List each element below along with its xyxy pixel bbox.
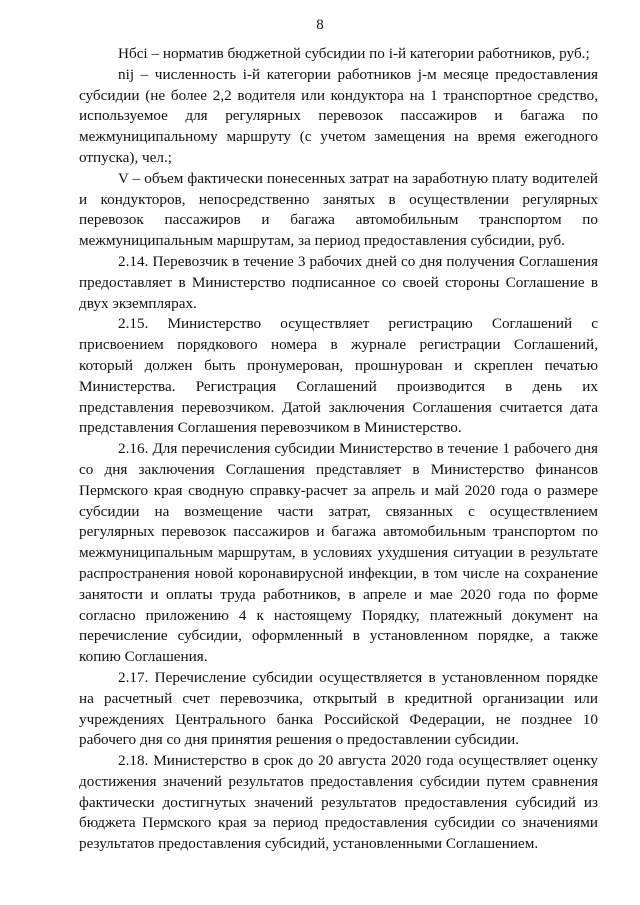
paragraph-2-16: 2.16. Для перечисления субсидии Министерство в течение 1 рабочего дня со дня заключения Соглашения представляет в Министерство финансов Пермского края сводную справку-расчет за апрель и май 2020 года о размере субсидии на возмещение части затрат, связанных с осуществлением регулярных перевозок пассажиров и багажа автомобильным транспортом по межмуниципальным маршрутам, в условиях ухудшения ситуации в результате распространения новой коронавирусной инфекции, в том числе на сохранение занятости и оплаты труда работников, в апреле и мае 2020 года по форме согласно приложению 4 к настоящему Порядку, платежный документ на перечисление субсидии, оформленный в установленном порядке, а также копию Соглашения. bbox=[79, 440, 598, 666]
paragraph-2-17: 2.17. Перечисление субсидии осуществляется в установленном порядке на расчетный счет перевозчика, открытый в кредитной организации или учреждениях Центрального банка Российской Федерации, не позднее 10 рабочего дня со дня принятия решения о предоставлении субсидии. bbox=[79, 668, 598, 749]
paragraph-2-15: 2.15. Министерство осуществляет регистрацию Соглашений с присвоением порядкового номера в журнале регистрации Соглашений, который должен быть пронумерован, прошнурован и скреплен печатью Министерства. Регистрация Соглашений производится в день их представления перевозчиком. Датой заключения Соглашения считается дата представления Соглашения перевозчиком в Министерство. bbox=[79, 315, 598, 437]
page-number: 8 bbox=[316, 17, 324, 33]
paragraph-definition-nij: nij – численность i-й категории работников j-м месяце предоставления субсидии (не более 2,2 водителя или кондуктора на 1 транспортное средство, используемое для регулярных перевозок пассажиров и багажа по межмуниципальному маршруту (с учетом замещения на время ежегодного отпуска), чел.; bbox=[79, 65, 598, 166]
document-body bbox=[79, 44, 598, 855]
paragraph-2-18: 2.18. Министерство в срок до 20 августа 2020 года осуществляет оценку достижения значений результатов предоставления субсидии путем сравнения фактически достигнутых значений результатов предоставления субсидий из бюджета Пермского края за период предоставления субсидии со значениями результатов предоставления субсидий, установленными Соглашением. bbox=[79, 752, 598, 853]
paragraph-definition-nbs: Нбсi – норматив бюджетной субсидии по i-й категории работников, руб.; bbox=[118, 45, 590, 62]
paragraph-definition-v: V – объем фактически понесенных затрат на заработную плату водителей и кондукторов, непосредственно занятых в осуществлении регулярных перевозок пассажиров и багажа автомобильным транспортом по межмуниципальным маршрутам, за период предоставления субсидии, руб. bbox=[79, 169, 598, 250]
paragraph-2-14: 2.14. Перевозчик в течение 3 рабочих дней со дня получения Соглашения предоставляет в Министерство подписанное со своей стороны Соглашение в двух экземплярах. bbox=[79, 252, 598, 312]
